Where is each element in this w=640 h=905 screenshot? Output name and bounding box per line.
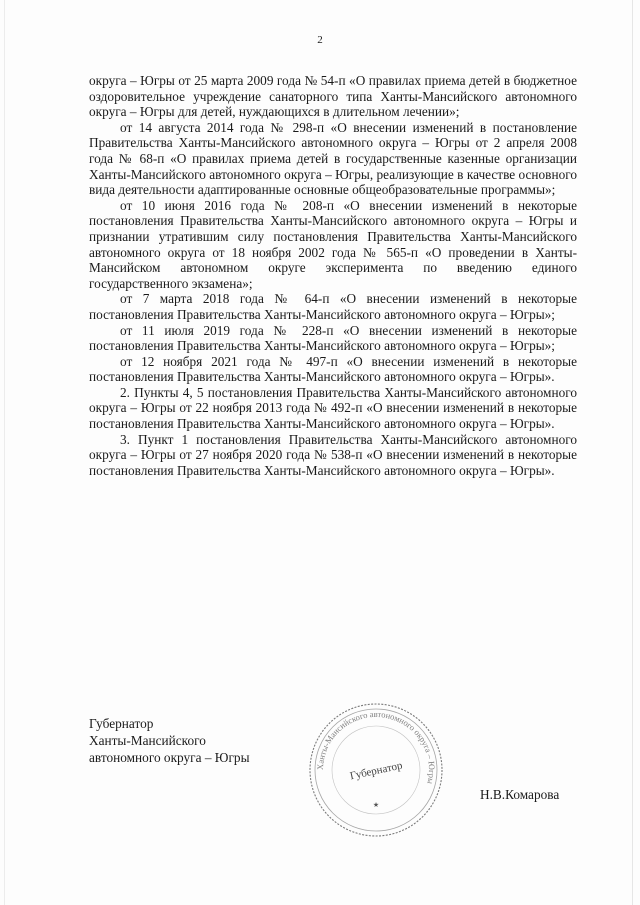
paragraph: от 7 марта 2018 года № 64-п «О внесении изменений в некоторые постановления Правительства Ханты-Мансийского автономного округа – Югры»; [89, 291, 577, 322]
scan-edge-right [632, 0, 633, 905]
paragraph: округа – Югры от 25 марта 2009 года № 54-п «О правилах приема детей в бюджетное оздоровительное учреждение санаторного типа Ханты-Мансийского автономного округа – Югры для детей, нуждающихся в длительном лечении»; [89, 73, 577, 120]
paragraph: от 14 августа 2014 года № 298-п «О внесении изменений в постановление Правительства Ханты-Мансийского автономного округа – Югры от 2 апреля 2008 года № 68-п «О правилах приема детей в государственные казенные организации Ханты-Мансийского автономного округа – Югры, реализующие в качестве основного вида деятельности адаптированные основные общеобразовательные программы»; [89, 119, 577, 198]
stamp-star-icon: ★ [372, 801, 380, 809]
paragraph: 2. Пункты 4, 5 постановления Правительства Ханты-Мансийского автономного округа – Югры от 22 ноября 2013 года № 492-п «О внесении изменений в некоторые постановления Правительства Ханты-Мансийского автономного округа – Югры». [89, 384, 577, 432]
signature-title-line-2: Ханты-Мансийского [89, 733, 206, 748]
page-number: 2 [317, 34, 323, 46]
stamp-center-text: Губернатор [348, 759, 404, 783]
signature-title-line-1: Губернатор [89, 716, 154, 731]
signature-block [89, 715, 250, 766]
signature-title-line-3: автономного округа – Югры [89, 750, 250, 765]
paragraph: от 11 июля 2019 года № 228-п «О внесении изменений в некоторые постановления Правительства Ханты-Мансийского автономного округа – Югры»; [89, 322, 577, 354]
official-stamp [306, 700, 446, 840]
scan-edge-left [4, 0, 5, 905]
signer-name: Н.В.Комарова [480, 787, 560, 802]
body-text [89, 73, 577, 478]
paragraph: от 12 ноября 2021 года № 497-п «О внесении изменений в некоторые постановления Правительства Ханты-Мансийского автономного округа – Югры». [89, 353, 577, 385]
paragraph: 3. Пункт 1 постановления Правительства Ханты-Мансийского автономного округа – Югры от 27 ноября 2020 года № 538-п «О внесении изменений в некоторые постановления Правительства Ханты-Мансийского автономного округа – Югры». [89, 431, 577, 478]
paragraph: от 10 июня 2016 года № 208-п «О внесении изменений в некоторые постановления Правительства Ханты-Мансийского автономного округа – Югры и признании утратившим силу постановления Правительства Ханты-Мансийского автономного округа от 18 ноября 2002 года № 565-п «О проведении в Ханты-Мансийском автономном округе эксперимента по введению единого государственного экзамена»; [89, 197, 577, 291]
stamp-ring-textpath: Ханты-Мансийского автономного округа – Югры [314, 708, 438, 785]
